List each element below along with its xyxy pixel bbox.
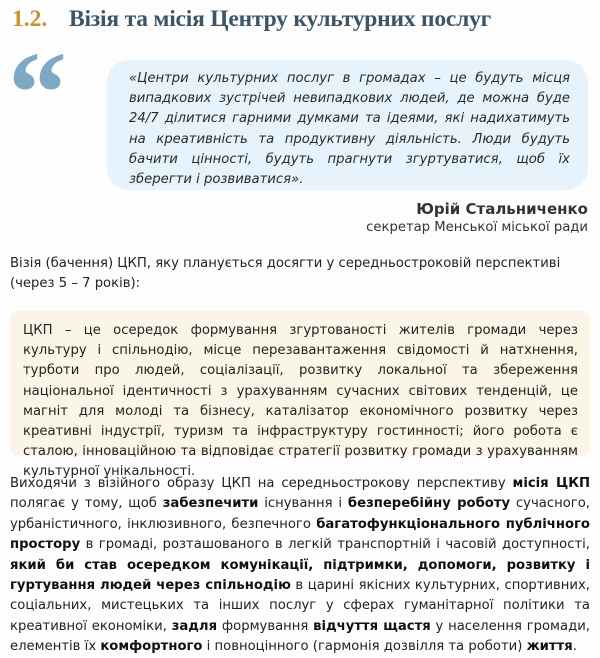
quote-box xyxy=(107,60,588,190)
mission-emphasis: безперебійну роботу xyxy=(347,496,511,512)
vision-text: ЦКП – це осередок формування згуртованості жителів громади через культуру і спільнодію, місце перезавантаження свідомості й натхнення, турботи про людей, соціалізації, розвитку локальної та збереження національної ідентичності з урахуванням сучасних світових тенденцій, це магніт для молоді та бізнесу, каталізатор економічного розвитку через креативні індустрії, туризм та інфраструктуру гостинності; його робота є сталою, інноваційною та відповідає стратегії розвитку громади з урахуванням культурної унікальності. xyxy=(23,323,578,480)
mission-text: в громаді, розташованого в легкій транспортній і часовій доступності, xyxy=(80,537,590,553)
vision-intro: Візія (бачення) ЦКП, яку планується досягти у середньостроковій перспективі (через 5 – 7 років): xyxy=(10,256,561,291)
mission-paragraph xyxy=(10,474,590,658)
quote-mark-icon: “ xyxy=(8,27,67,158)
mission-text: формування xyxy=(217,618,314,634)
section-number: 1.2. xyxy=(12,6,48,32)
mission-emphasis: життя xyxy=(526,639,573,655)
mission-text: . xyxy=(572,639,577,655)
mission-emphasis: відчуття щастя xyxy=(313,618,431,634)
mission-text: і повноцінного (гармонія дозвілля та роботи) xyxy=(202,639,527,655)
mission-text: у населення громади, елементів їх xyxy=(10,618,590,655)
quote-text: «Центри культурних послуг в громадах – це будуть місця випадкових зустрічей невипадкових людей, де можна буде 24/7 ділитися гарними думками та ідеями, які надихатимуть на креативність та продуктивну діяльність. Люди будуть бачити цінності, будуть прагнути згуртуватися, щоб їх зберегти і розвиватися». xyxy=(129,71,570,188)
mission-emphasis: багатофункціонального публічного простору xyxy=(10,516,590,553)
mission-text: в царині якісних культурних, спортивних, соціальних, мистецьких та інших послуг у сферах гуманітарної політики та креативної економіки, xyxy=(10,578,590,634)
mission-emphasis: забезпечити xyxy=(162,496,259,512)
author-name: Юрій Стальниченко xyxy=(416,200,588,218)
vision-box xyxy=(10,311,590,480)
mission-emphasis: який би став осередком комунікації, підтримки, допомоги, розвитку і гуртування людей через спільнодію xyxy=(10,557,590,594)
section-heading xyxy=(12,6,491,33)
section-title: Візія та місія Центру культурних послуг xyxy=(69,6,492,32)
mission-emphasis: місія ЦКП xyxy=(512,476,591,491)
mission-text: полягає у тому, щоб xyxy=(10,496,163,512)
mission-text: сучасного, урбаністичного, інклюзивного, безпечного xyxy=(10,496,590,532)
mission-text: існування і xyxy=(258,496,348,512)
mission-emphasis: комфортного xyxy=(100,639,203,655)
mission-text: Виходячи з візійного образу ЦКП на середньострокову перспективу xyxy=(10,476,513,491)
quote-author xyxy=(366,199,588,237)
mission-emphasis: задля xyxy=(171,618,218,634)
author-role: секретар Менської міської ради xyxy=(366,220,588,235)
